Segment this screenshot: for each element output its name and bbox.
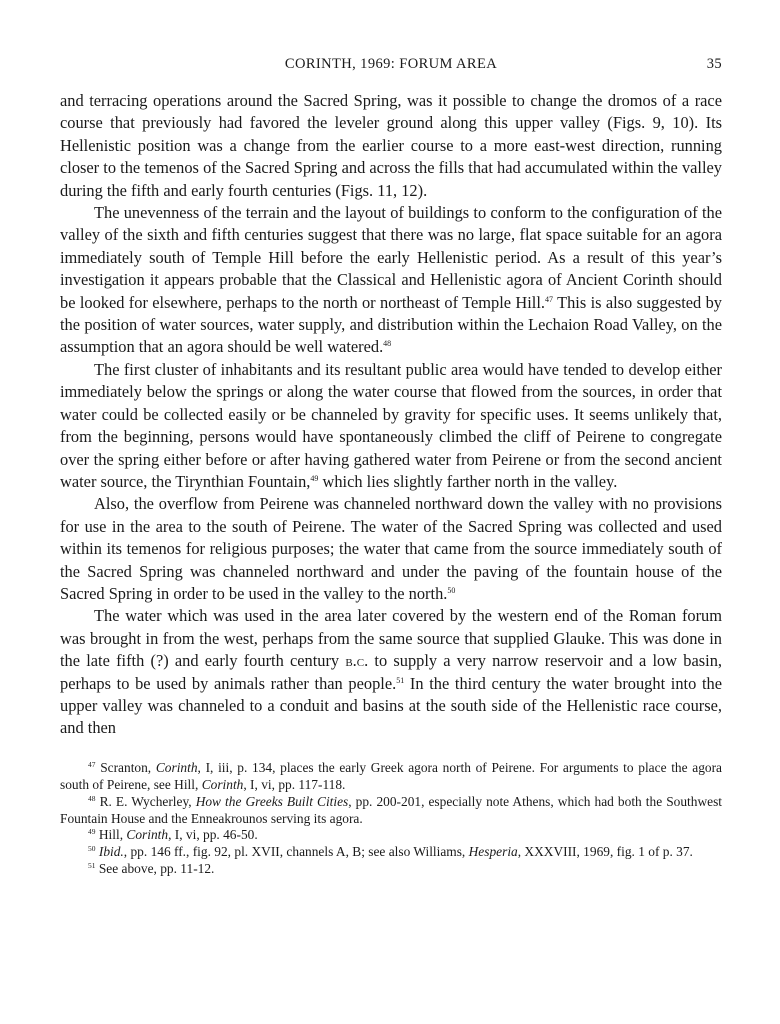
paragraph-3: The first cluster of inhabitants and its resultant public area would have tended to develop either immediately below the springs or along the water course that flowed from the sources, in order that water could be collected easily or be channeled by gravity for specific uses. It seems unlikely that, from the beginning, persons would have spontaneously climbed the cliff of Peirene to congregate over the spring either before or after having gathered water from Peirene or from the second ancient water source, the Tirynthian Fountain,$^{49}$ which lies slightly farther north in the valley.	[60, 359, 722, 491]
footnotes	[60, 760, 722, 878]
body-text	[60, 90, 722, 740]
paragraph-4: Also, the overflow from Peirene was channeled northward down the valley with no provisions for use in the area to the south of Peirene. The water of the Sacred Spring was collected and used within its temenos for religious purposes; the water that came from the source immediately south of the Sacred Spring was channeled northward and under the paving of the fountain house of the Sacred Spring in order to be used in the valley to the north.$^{50}$	[60, 494, 722, 603]
footnote-ref-47[interactable]: 47	[545, 294, 554, 304]
footnote-47: $^{47}$ Scranton, Corinth, I, iii, p. 134, places the early Greek agora north of Peirene. For arguments to place the agora south of Peirene, see Hill, Corinth, I, vi, pp. 117-118.	[60, 759, 723, 792]
page	[60, 56, 722, 878]
footnote-ref-51[interactable]: 51	[396, 675, 405, 685]
page-number: 35	[706, 56, 722, 72]
footnote-51: $^{51}$ See above, pp. 11-12.	[88, 861, 215, 877]
footnote-ref-48[interactable]: 48	[383, 339, 392, 349]
paragraph-5: The water which was used in the area later covered by the western end of the Roman forum was brought in from the west, perhaps from the same source that supplied Glauke. This was done in the late fifth (?) and early fourth century b.c. to supply a very narrow reservoir and a low basin, perhaps to be used by animals rather than people.$^{51}$ In the third century the water brought into the upper valley was channeled to a conduit and basins at the south side of the Hellenistic race course, and then	[60, 606, 722, 738]
footnote-ref-49[interactable]: 49	[310, 473, 319, 483]
footnote-48: $^{48}$ R. E. Wycherley, How the Greeks Built Cities, pp. 200-201, especially note Athens, which had both the Southwest Fountain House and the Enneakrounos serving its agora.	[60, 793, 722, 826]
footnote-ref-50[interactable]: 50	[447, 585, 456, 595]
running-title: CORINTH, 1969: FORUM AREA	[284, 56, 498, 72]
era-abbreviation: b.c.	[345, 651, 369, 671]
footnote-50: $^{50}$ Ibid., pp. 146 ff., fig. 92, pl. XVII, channels A, B; see also Williams, Hesperia, XXXVIII, 1969, fig. 1 of p. 37.	[88, 844, 693, 860]
paragraph-1: and terracing operations around the Sacred Spring, was it possible to change the dromos of a race course that previously had favored the leveler ground along this upper valley (Figs. 9, 10). Its Hellenistic position was a change from the earlier course to a more east-west direction, running closer to the temenos of the Sacred Spring and across the fills that had accumulated within the valley during the fifth and early fourth centuries (Figs. 11, 12).	[60, 91, 722, 200]
paragraph-2: The unevenness of the terrain and the layout of buildings to conform to the configuration of the valley of the sixth and fifth centuries suggest that there was no large, flat space suitable for an agora immediately south of Temple Hill before the early Hellenistic period. As a result of this year’s investigation it appears probable that the Classical and Hellenistic agora of Ancient Corinth should be looked for elsewhere, perhaps to the north or northeast of Temple Hill.$^{47}$ This is also suggested by the position of water sources, water supply, and distribution within the Lechaion Road Valley, on the assumption that an agora should be well watered.$^{48}$	[60, 203, 722, 357]
running-header	[60, 56, 722, 82]
footnote-49: $^{49}$ Hill, Corinth, I, vi, pp. 46-50.	[88, 827, 258, 843]
